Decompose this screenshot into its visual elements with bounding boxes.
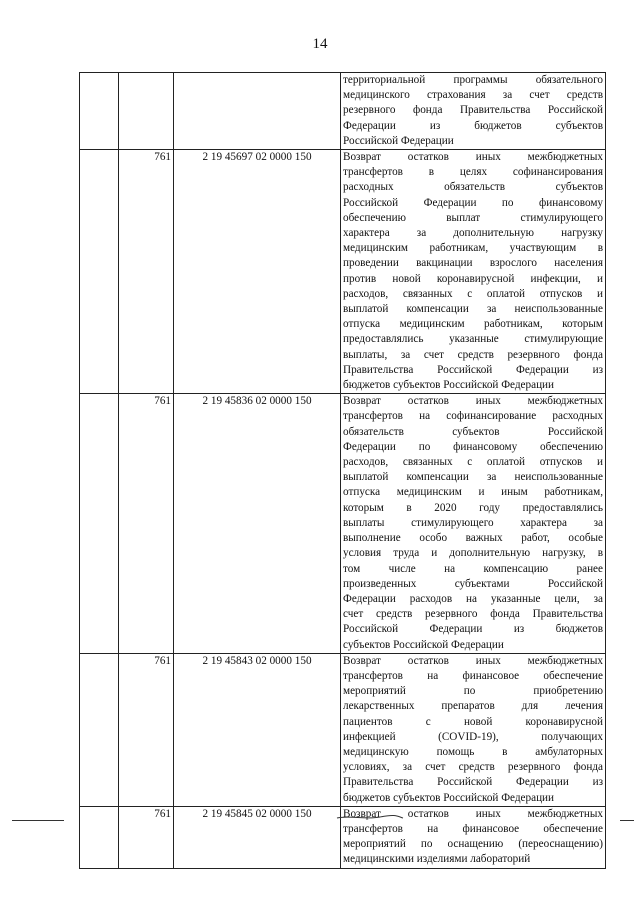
description-line: Российской Федерации [343, 134, 454, 147]
admin-code-cell [119, 73, 174, 150]
budget-classification-code-cell: 2 19 45836 02 0000 150 [174, 394, 341, 653]
description-line: медицинского страхования за счет средств [343, 89, 603, 102]
empty-cell [80, 394, 119, 653]
description-line: мероприятий по приобретению [343, 685, 603, 698]
description-line: резервного фонда Правительства Российской [343, 104, 603, 117]
description-line: Правительства Российской Федерации из [343, 363, 603, 376]
revenue-description-cell [341, 653, 606, 806]
description-line: бюджетов субъектов Российской Федерации [343, 791, 555, 804]
description-line: условиях, за счет средств резервного фонда [343, 761, 603, 774]
description-line: Российской Федерации из бюджетов [343, 623, 603, 636]
description-line: Возврат остатков иных межбюджетных [343, 395, 603, 408]
admin-code-cell: 761 [119, 806, 174, 868]
table-row [80, 653, 606, 806]
description-line: территориальной программы обязательного [343, 74, 603, 86]
description-line: медицинским работникам, участвующим в [343, 242, 603, 255]
description-line: расходных обязательств субъектов [343, 181, 603, 194]
description-line: расходов, связанных с оплатой отпусков и [343, 456, 603, 469]
description-line: инфекцией (COVID-19), получающих [343, 730, 603, 743]
description-line: Возврат остатков иных межбюджетных [343, 654, 603, 667]
description-line: характера за дополнительную нагрузку [343, 227, 603, 240]
empty-cell [80, 653, 119, 806]
description-line: Возврат остатков иных межбюджетных [343, 807, 603, 820]
table-body [80, 73, 606, 869]
empty-cell [80, 150, 119, 394]
description-line: отпуска медицинским и иным работникам, [343, 486, 603, 499]
table-row [80, 394, 606, 653]
description-line: трансфертов на финансовое обеспечение [343, 822, 603, 835]
description-line: условия труда и дополнительную нагрузку, в [343, 547, 603, 560]
description-line: медицинскую помощь в амбулаторных [343, 745, 603, 758]
description-line: трансфертов в целях софинансирования [343, 166, 603, 179]
description-line: произведенных субъектами Российской [343, 577, 603, 590]
description-line: обязательств субъектов Российской [343, 425, 603, 438]
description-line: выплаты, за счет средств резервного фонда [343, 348, 603, 361]
description-line: лекарственных препаратов для лечения [343, 700, 603, 713]
description-line: Российской Федерации по финансовому [343, 196, 603, 209]
description-line: отпуска медицинским работникам, которым [343, 318, 603, 331]
budget-classification-code-cell [174, 73, 341, 150]
revenue-description-cell [341, 73, 606, 150]
description-line: Правительства Российской Федерации из [343, 776, 603, 789]
empty-cell [80, 806, 119, 868]
description-line: медицинскими изделиями лабораторий [343, 853, 531, 866]
description-line: трансфертов на финансовое обеспечение [343, 669, 603, 682]
revenue-description-cell [341, 150, 606, 394]
description-line: счет средств резервного фонда Правительства [343, 608, 603, 621]
description-line: мероприятий по оснащению (переоснащению) [343, 838, 603, 851]
table-row [80, 73, 606, 150]
admin-code-cell: 761 [119, 394, 174, 653]
description-line: расходов, связанных с оплатой отпусков и [343, 287, 603, 300]
empty-cell [80, 73, 119, 150]
budget-classification-code-cell: 2 19 45843 02 0000 150 [174, 653, 341, 806]
description-line: выплаты стимулирующего характера за [343, 516, 603, 529]
budget-classification-code-cell: 2 19 45845 02 0000 150 [174, 806, 341, 868]
right-margin-mark [620, 820, 634, 821]
page-number: 14 [312, 36, 328, 52]
revenue-description-cell [341, 394, 606, 653]
description-line: трансфертов на софинансирование расходных [343, 410, 603, 423]
description-line: выполнение особо важных работ, особые [343, 532, 603, 545]
description-line: Федерации расходов на указанные цели, за [343, 592, 603, 605]
budget-codes-table [79, 72, 606, 869]
left-margin-mark [12, 820, 64, 821]
description-line: субъектов Российской Федерации [343, 638, 504, 651]
description-line: обеспечению выплат стимулирующего [343, 211, 603, 224]
description-line: бюджетов субъектов Российской Федерации [343, 379, 555, 392]
admin-code-cell: 761 [119, 150, 174, 394]
description-line: выплатой компенсации за неиспользованные [343, 303, 603, 316]
description-line: Федерации из бюджетов субъектов [343, 119, 603, 132]
table-row [80, 150, 606, 394]
handwritten-underline-mark [335, 812, 405, 822]
admin-code-cell: 761 [119, 653, 174, 806]
description-line: том числе на компенсацию ранее [343, 562, 603, 575]
description-line: проведении вакцинации взрослого населения [343, 257, 603, 270]
description-line: предоставлялись указанные стимулирующие [343, 333, 603, 346]
description-line: Федерации по финансовому обеспечению [343, 440, 603, 453]
description-line: пациентов с новой коронавирусной [343, 715, 603, 728]
description-line: Возврат остатков иных межбюджетных [343, 151, 603, 164]
description-line: выплатой компенсации за неиспользованные [343, 471, 603, 484]
description-line: против новой коронавирусной инфекции, и [343, 272, 603, 285]
budget-classification-code-cell: 2 19 45697 02 0000 150 [174, 150, 341, 394]
description-line: которым в 2020 году предоставлялись [343, 501, 603, 514]
